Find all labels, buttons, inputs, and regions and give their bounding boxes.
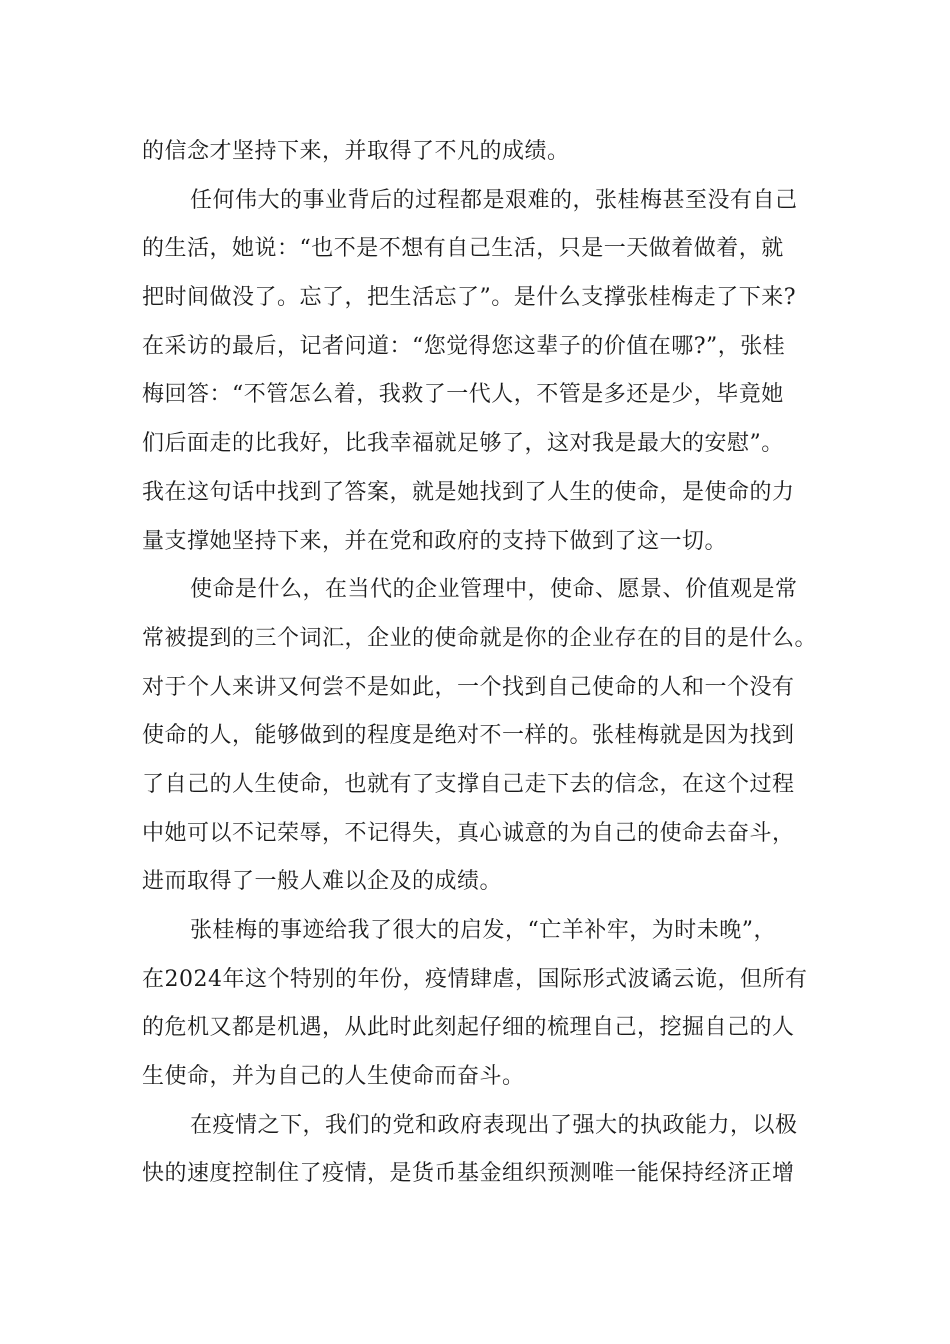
text-line: 使命是什么，在当代的企业管理中，使命、愿景、价值观是常 [190,577,798,603]
text-line: 常被提到的三个词汇，企业的使命就是你的企业存在的目的是什么。 [142,625,818,651]
text-line: 张桂梅的事迹给我了很大的启发，“亡羊补牢，为时未晚”， [190,918,776,943]
text-line: 任何伟大的事业背后的过程都是艰难的，张桂梅甚至没有自己 [190,187,798,213]
text-line: 的危机又都是机遇，从此时此刻起仔细的梳理自己，挖掘自己的人 [142,1015,795,1041]
text-line: 的生活，她说：“也不是不想有自己生活，只是一天做着做着，就 [142,236,784,262]
text-line: 中她可以不记荣辱，不记得失，真心诚意的为自己的使命去奋斗， [142,820,795,846]
text-line: 量支撑她坚持下来，并在党和政府的支持下做到了这一切。 [142,528,728,554]
text-line: 梅回答：“不管怎么着，我救了一代人，不管是多还是少，毕竟她 [142,382,784,408]
text-line: 把时间做没了。忘了，把生活忘了”。是什么支撑张桂梅走了下来? [142,285,797,311]
text-line: 的信念才坚持下来，并取得了不凡的成绩。 [142,139,570,164]
text-line: 快的速度控制住了疫情，是货币基金组织预测唯一能保持经济正增 [142,1161,795,1187]
text-line: 进而取得了一般人难以企及的成绩。 [142,869,503,895]
text-line: 对于个人来讲又何尝不是如此，一个找到自己使命的人和一个没有 [142,674,795,700]
body-text [142,128,818,1199]
text-line: 我在这句话中找到了答案，就是她找到了人生的使命，是使命的力 [142,479,795,505]
text-line: 在疫情之下，我们的党和政府表现出了强大的执政能力，以极 [190,1112,798,1138]
text-line: 在采访的最后，记者问道：“您觉得您这辈子的价值在哪?”，张桂 [142,333,786,359]
text-line: 使命的人，能够做到的程度是绝对不一样的。张桂梅就是因为找到 [142,723,795,749]
text-line: 在2024年这个特别的年份，疫情肆虐，国际形式波谲云诡，但所有 [142,966,808,992]
text-line: 生使命，并为自己的人生使命而奋斗。 [142,1064,525,1090]
text-line: 们后面走的比我好，比我幸福就足够了，这对我是最大的安慰”。 [142,431,784,457]
text-line: 了自己的人生使命，也就有了支撑自己走下去的信念，在这个过程 [142,771,795,797]
